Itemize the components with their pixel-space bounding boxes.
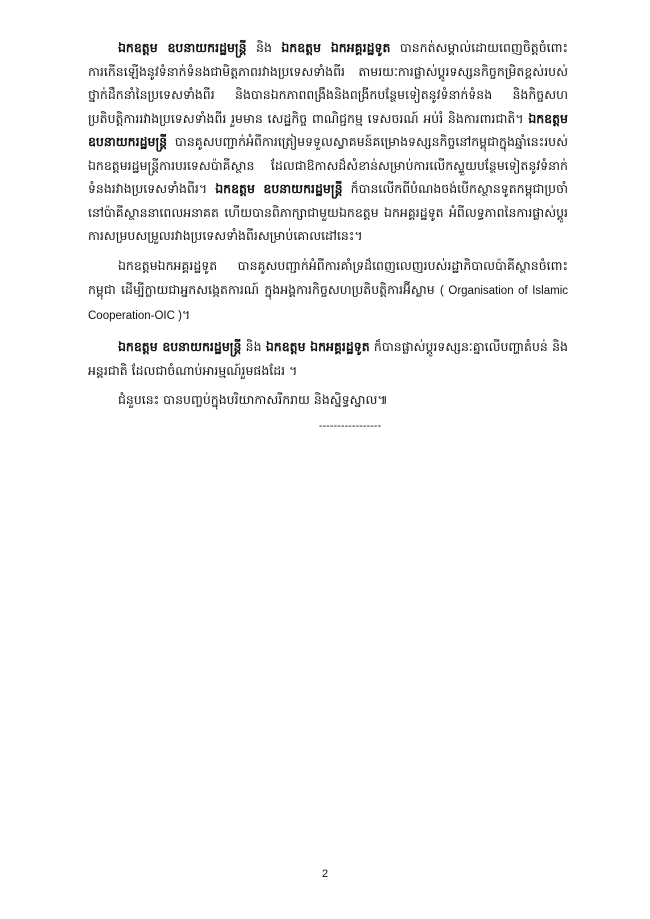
oic-name: ( Organisation of Islamic Cooperation-OIC ) — [88, 284, 568, 322]
bold-phrase: ឯកឧត្តម ឧបនាយករដ្ឋមន្ត្រី — [118, 40, 247, 55]
text-run: ក៏បានលើកពីបំណងចង់បើកស្ថានទូតកម្ពុជាប្រចាំនៅប៉ាគីស្ថាននាពេលអនាគត ហើយបានពិភាក្សាជាមួយឯកឧត្តម ឯកអគ្គរដ្ឋទូត អំពីលទ្ធភាពនៃការផ្លាស់ប្តូរការសម្របសម្រួលរវាងប្រទេសទាំងពីរសម្រាប់គោលដៅនេះ។ — [88, 181, 568, 243]
text-run: បានកត់សម្គាល់ដោយពេញចិត្តចំពោះការកើនឡើងនូវទំនាក់ទំនងជាមិត្តភាពរវាងប្រទេសទាំងពីរ តាមរយៈការផ្លាស់ប្តូរទស្សនកិច្ចកម្រិតខ្ពស់របស់ថ្នាក់ដឹកនាំនៃប្រទេសទាំងពីរ និងបានឯកភាពពង្រឹងនិងពង្រីកបន្ថែមទៀតនូវទំនាក់ទំនង និងកិច្ចសហប្រតិបត្តិការរវាងប្រទេសទាំងពីរ រួមមាន សេដ្ឋកិច្ច ពាណិជ្ជកម្ម ទេសចរណ៍ អប់រំ និងការពារជាតិ។ — [88, 40, 568, 126]
text-run: ជំនួបនេះ បានបញ្ចប់ក្នុងបរិយាកាសរីករាយ និងស្និទ្ធស្នាល៕ — [118, 392, 388, 407]
paragraph-1 — [88, 36, 568, 248]
paragraph-4 — [88, 388, 568, 412]
bold-phrase: ឯកឧត្តម ឧបនាយករដ្ឋមន្ត្រី — [88, 110, 568, 149]
bold-phrase: ឯកឧត្តម ឯកអគ្គរដ្ឋទូត — [281, 40, 391, 55]
text-run: ក៏បានផ្លាស់ប្តូរទស្សនៈគ្នាលើបញ្ហាតំបន់ និងអន្តរជាតិ ដែលជាចំណាប់អារម្មណ៍រួមផងដែរ ។ — [88, 339, 568, 378]
bold-phrase: ឯកឧត្តម ឧបនាយករដ្ឋមន្ត្រី — [118, 339, 242, 354]
text-run: ឯកឧត្តមឯកអគ្គរដ្ឋទូត បានគូសបញ្ជាក់អំពីការគាំទ្រដ៏ពេញលេញរបស់រដ្ឋាភិបាលប៉ាគីស្ថានចំពោះកម្ពុជា ដើម្បីក្លាយជាអ្នកសង្កេតការណ៍ ក្នុងអង្គការកិច្ចសហប្រតិបត្តិការអ៊ីស្លាម — [88, 258, 568, 297]
text-run: បានគូសបញ្ជាក់អំពីការត្រៀមទទួលស្វាគមន៍គម្រោងទស្សនកិច្ចនៅកម្ពុជាក្នុងឆ្នាំនេះរបស់ឯកឧត្តមរដ្ឋមន្ត្រីការបរទេសប៉ាគីស្ថាន ដែលជាឱកាសដ៏សំខាន់សម្រាប់ការលើកស្ទួយបន្ថែមទៀតនូវទំនាក់ទំនងរវាងប្រទេសទាំងពីរ។ — [88, 134, 568, 196]
paragraph-3 — [88, 335, 568, 382]
bold-phrase: ឯកឧត្តម ឧបនាយករដ្ឋមន្ត្រី — [215, 181, 343, 196]
separator-line: ----------------- — [318, 420, 382, 432]
text-run: ។ — [181, 307, 191, 322]
bold-phrase: ឯកឧត្តម ឯកអគ្គរដ្ឋទូត — [265, 339, 370, 354]
text-run: និង — [246, 40, 282, 55]
paragraph-2 — [88, 254, 568, 329]
page-number: 2 — [321, 868, 329, 880]
text-run: និង — [241, 339, 266, 354]
